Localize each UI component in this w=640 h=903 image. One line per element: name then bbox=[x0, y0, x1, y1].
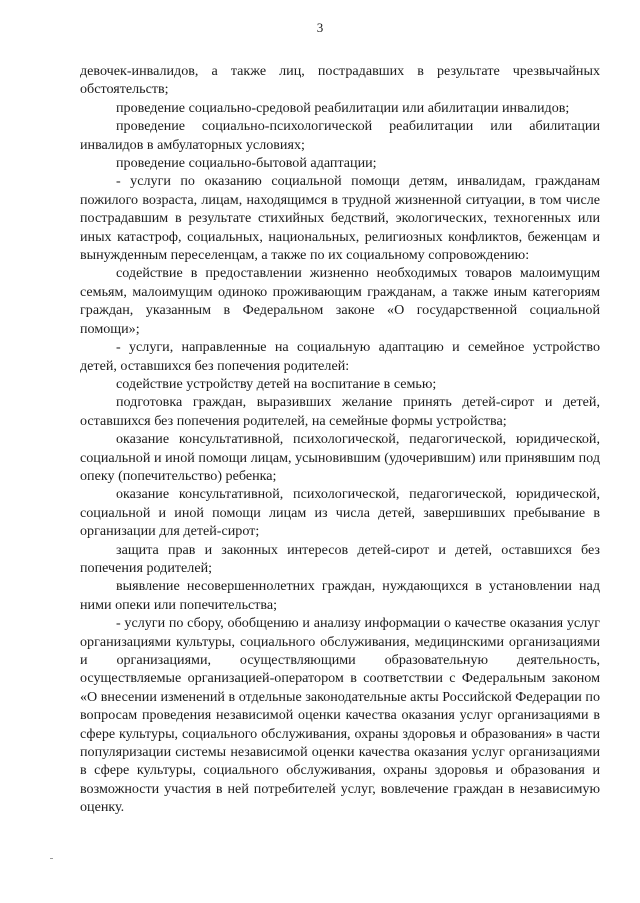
paragraph: - услуги по сбору, обобщению и анализу информации о качестве оказания услуг организациями культуры, социального обслуживания, медицинскими организациями и организациями, осуществляющими образовательную деятельность, осуществляемые организацией-оператором в соответствии с Федеральным законом «О внесении изменений в отдельные законодательные акты Российской Федерации по вопросам проведения независимой оценки качества оказания услуг организациями в сфере культуры, социального обслуживания, охраны здоровья и образования» в части популяризации системы независимой оценки качества оказания услуг организациями в сфере культуры, социального обслуживания, охраны здоровья и образования и возможности участия в ней потребителей услуг, вовлечение граждан в независимую оценку. bbox=[80, 615, 600, 816]
page-number: 3 bbox=[316, 20, 324, 35]
paragraph: оказание консультативной, психологической, педагогической, юридической, социальной и иной помощи лицам, усыновившим (удочерившим) или принявшим под опеку (попечительство) ребенка; bbox=[80, 431, 600, 484]
paragraph: защита прав и законных интересов детей-сирот и детей, оставшихся без попечения родителей; bbox=[80, 541, 600, 576]
paragraph: - услуги, направленные на социальную адаптацию и семейное устройство детей, оставшихся без попечения родителей: bbox=[80, 339, 600, 374]
scan-mark bbox=[50, 858, 53, 859]
paragraph: проведение социально-психологической реабилитации или абилитации инвалидов в амбулаторных условиях; bbox=[80, 118, 600, 153]
document-body bbox=[80, 62, 600, 817]
paragraph: проведение социально-бытовой адаптации; bbox=[116, 155, 377, 172]
paragraph: содействие устройству детей на воспитание в семью; bbox=[116, 375, 437, 392]
paragraph: выявление несовершеннолетних граждан, нуждающихся в установлении над ними опеки или попечительства; bbox=[80, 578, 600, 613]
paragraph: оказание консультативной, психологической, педагогической, юридической, социальной и иной помощи лицам из числа детей, завершивших пребывание в организации для детей-сирот; bbox=[80, 486, 600, 540]
paragraph: подготовка граждан, выразивших желание принять детей-сирот и детей, оставшихся без попечения родителей, на семейные формы устройства; bbox=[80, 394, 600, 429]
paragraph: - услуги по оказанию социальной помощи детям, инвалидам, гражданам пожилого возраста, лицам, находящимся в трудной жизненной ситуации, в том числе пострадавшим в результате стихийных бедствий, экологических, техногенных или иных катастроф, социальных, национальных, религиозных конфликтов, беженцам и вынужденным переселенцам, а также по их социальному сопровождению: bbox=[80, 173, 600, 264]
paragraph: содействие в предоставлении жизненно необходимых товаров малоимущим семьям, малоимущим одиноко проживающим гражданам, а также иным категориям граждан, указанным в Федеральном законе «О государственной социальной помощи»; bbox=[80, 265, 600, 337]
paragraph-continuation: девочек-инвалидов, а также лиц, пострадавших в результате чрезвычайных обстоятельств; bbox=[80, 63, 600, 98]
paragraph: проведение социально-средовой реабилитации или абилитации инвалидов; bbox=[116, 99, 570, 116]
